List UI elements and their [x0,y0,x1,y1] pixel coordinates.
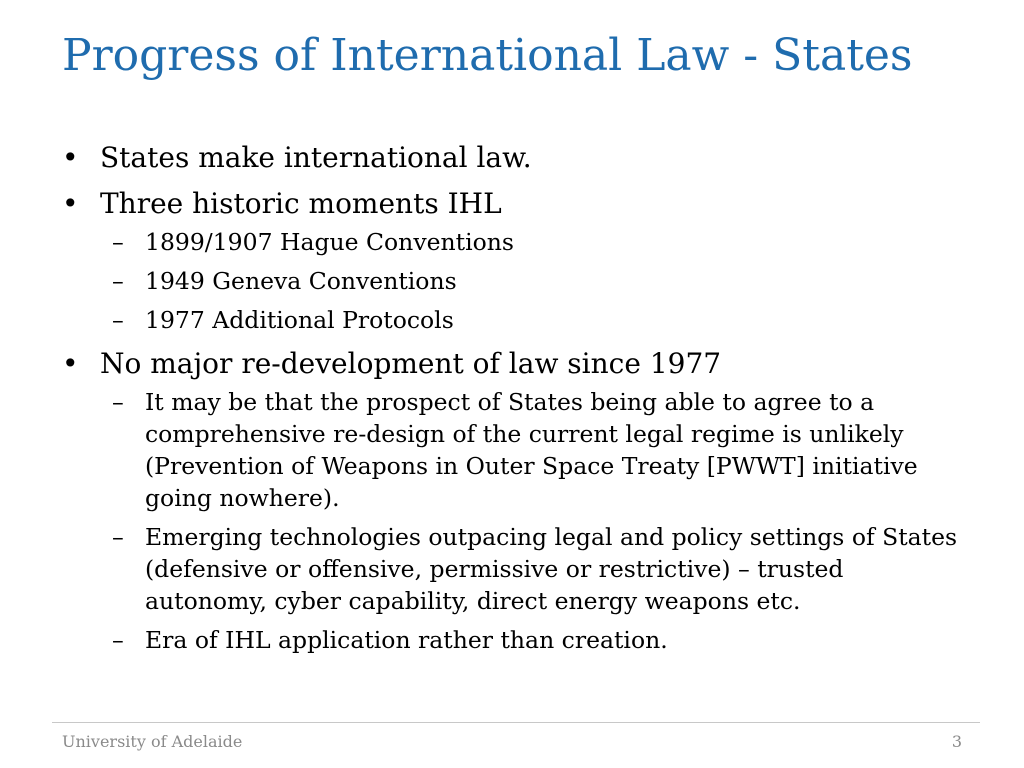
sub-bullet-text: 1899/1907 Hague Conventions [145,228,514,256]
bullet-marker: • [62,347,79,380]
bullet-item [62,140,972,176]
sub-bullet-text: It may be that the prospect of States being able to agree to a comprehensive re-design of the current legal regime is unlikely (Prevention of Weapons in Outer Space Treaty [PWWT] initiative going nowhere). [145,388,918,512]
sub-bullet-item [100,521,972,617]
bullet-item [62,346,972,656]
sub-bullet-marker: – [112,228,124,256]
bullet-text: States make international law. [100,141,532,174]
sub-bullet-marker: – [112,306,124,334]
sub-bullet-list [100,386,972,656]
slide-number: 3 [951,732,962,751]
footer-divider [52,722,980,723]
bullet-text: Three historic moments IHL [100,187,502,220]
sub-bullet-text: Emerging technologies outpacing legal and policy settings of States (defensive or offensive, permissive or restrictive) – trusted autonomy, cyber capability, direct energy weapons etc. [145,523,958,615]
sub-bullet-text: 1949 Geneva Conventions [145,267,457,295]
sub-bullet-text: Era of IHL application rather than creation. [145,626,668,654]
sub-bullet-marker: – [112,267,124,295]
bullet-text: No major re-development of law since 1977 [100,347,722,380]
sub-bullet-list [100,226,972,336]
bullet-marker: • [62,141,79,174]
slide-title: Progress of International Law - States [62,30,913,81]
footer-organization: University of Adelaide [62,732,243,751]
sub-bullet-marker: – [112,388,124,416]
sub-bullet-item [100,304,972,336]
bullet-marker: • [62,187,79,220]
sub-bullet-text: 1977 Additional Protocols [145,306,454,334]
sub-bullet-item [100,226,972,258]
sub-bullet-item [100,624,972,656]
slide-body [62,140,972,666]
bullet-item [62,186,972,336]
sub-bullet-marker: – [112,626,124,654]
bullet-list [62,140,972,656]
sub-bullet-marker: – [112,523,124,551]
sub-bullet-item [100,265,972,297]
sub-bullet-item [100,386,972,514]
